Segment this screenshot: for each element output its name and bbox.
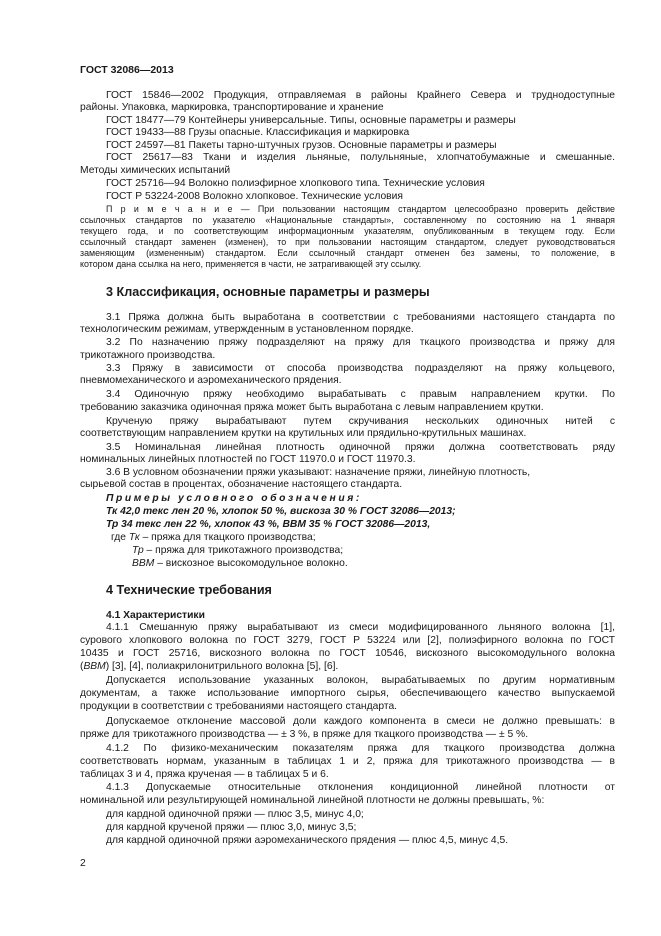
legend-abbr: Тк bbox=[128, 532, 140, 543]
text-fragment: ВВМ bbox=[83, 661, 106, 672]
reference-line: ГОСТ 19433—88 Грузы опасные. Классификация и маркировка bbox=[106, 127, 410, 138]
legend-desc: – пряжа для ткацкого производства; bbox=[139, 532, 316, 543]
paragraph-line: таблицах 3 и 4, пряжа крученая — в таблицах 5 и 6. bbox=[80, 769, 329, 780]
paragraph-line: сурового хлопкового волокна по ГОСТ 3279, ГОСТ Р 53224 или [2], полиэфирного волокна по ГОСТ bbox=[80, 635, 615, 646]
designation-example: Тр 34 текс лен 22 %, хлопок 43 %, ВВМ 35 % ГОСТ 32086—2013, bbox=[106, 519, 431, 530]
section-3-heading: 3 Классификация, основные параметры и размеры bbox=[106, 285, 430, 299]
paragraph-line: Допускается использование указанных волокон, вырабатываемых по другим нормативным bbox=[106, 675, 615, 686]
note-line: ссылочных стандартов по указателю «Национальные стандарты», составленному по состоянию на 1 января bbox=[80, 215, 615, 225]
text-fragment: ( bbox=[80, 661, 84, 672]
paragraph-line: пряже для трикотажного производства — ± 3 %, в пряже для ткацкого производства — ± 5 %. bbox=[80, 729, 529, 740]
reference-line: ГОСТ Р 53224-2008 Волокно хлопковое. Технические условия bbox=[106, 191, 403, 202]
paragraph-line: 3.2 По назначению пряжу подразделяют на пряжу для ткацкого производства и пряжу для bbox=[106, 337, 615, 348]
paragraph-line: 3.3 Пряжу в зависимости от способа производства подразделяют на пряжу кольцевого, bbox=[106, 363, 615, 374]
examples-label: Примеры условного обозначения: bbox=[106, 493, 362, 504]
paragraph-line: продукции в соответствии с требованиями настоящего стандарта. bbox=[80, 701, 398, 712]
text-fragment: ) [3], [4], полиакрилонитрильного волокна [5], [6]. bbox=[105, 661, 339, 672]
reference-line: ГОСТ 24597—81 Пакеты тарно-штучных грузов. Основные параметры и размеры bbox=[106, 140, 497, 151]
tolerance-line: для кардной одиночной пряжи аэромеханического прядения — плюс 4,5, минус 4,5. bbox=[106, 835, 509, 846]
paragraph-line: соответствующим направлением крутки на крутильных или прядильно-крутильных машинах. bbox=[80, 428, 527, 439]
paragraph-line: трикотажного производства. bbox=[80, 350, 216, 361]
legend-desc: – пряжа для трикотажного производства; bbox=[143, 545, 344, 556]
reference-line: районы. Упаковка, маркировка, транспортирование и хранение bbox=[80, 102, 384, 113]
paragraph-line: Крученую пряжу вырабатывают путем скручивания нескольких одиночных нитей с bbox=[106, 416, 615, 427]
legend-line bbox=[80, 532, 615, 544]
paragraph-line bbox=[80, 661, 615, 673]
legend-abbr: Тр bbox=[132, 545, 144, 556]
subsection-heading: 4.1 Характеристики bbox=[106, 610, 205, 621]
designation-example: Тк 42,0 текс лен 20 %, хлопок 50 %, вискоза 30 % ГОСТ 32086—2013; bbox=[106, 506, 456, 517]
tolerance-line: для кардной одиночной пряжи — плюс 3,5, минус 4,0; bbox=[106, 809, 364, 820]
tolerance-line: для кардной крученой пряжи — плюс 3,0, минус 3,5; bbox=[106, 822, 357, 833]
paragraph-line: документам, а также использование импортного сырья, обеспечивающего качество выпускаемой bbox=[80, 688, 615, 699]
paragraph-line: соответствовать нормам, указанным в таблицах 1 и 2, пряжа для трикотажного производства — в bbox=[80, 756, 615, 767]
paragraph-line: требованию заказчика одиночная пряжа может быть выработана с левым направлением крутки. bbox=[80, 402, 544, 413]
note-line: ссылочный стандарт заменен (изменен), то при пользовании настоящим стандартом, следует руководствоваться bbox=[80, 237, 615, 247]
page-number: 2 bbox=[80, 858, 86, 869]
paragraph-line: номинальной или результирующей номинальной линейной плотности не должны превышать, %: bbox=[80, 795, 545, 806]
paragraph-line: номинальных линейных плотностей по ГОСТ 11970.0 и ГОСТ 11970.3. bbox=[80, 454, 416, 465]
reference-line: ГОСТ 18477—79 Контейнеры универсальные. Типы, основные параметры и размеры bbox=[106, 115, 516, 126]
legend-where: где bbox=[111, 532, 127, 543]
paragraph-line: 3.1 Пряжа должна быть выработана в соответствии с требованиями настоящего стандарта по bbox=[106, 312, 615, 323]
paragraph-line: 4.1.2 По физико-механическим показателям пряжа для ткацкого производства должна bbox=[106, 743, 615, 754]
legend-abbr: ВВМ bbox=[132, 558, 155, 569]
paragraph-line: технологическим режимам, утвержденным в установленном порядке. bbox=[80, 324, 414, 335]
note-line: заменяющим (измененным) стандартом. Если ссылочный стандарт отменен без замены, то положение, в bbox=[80, 248, 615, 258]
legend-line bbox=[80, 558, 615, 570]
reference-line: ГОСТ 25617—83 Ткани и изделия льняные, полульняные, хлопчатобумажные и смешанные. bbox=[106, 152, 615, 163]
paragraph-line: 3.6 В условном обозначении пряжи указывают: назначение пряжи, линейную плотность, bbox=[106, 467, 531, 478]
note-line: котором дана ссылка на него, применяется в части, не затрагивающей эту ссылку. bbox=[80, 259, 422, 269]
paragraph-line: 10435 и ГОСТ 25716, вискозного волокна по ГОСТ 10546, вискозного высокомодульного волокна bbox=[80, 648, 615, 659]
paragraph-line: пневмомеханического и аэромеханического прядения. bbox=[80, 375, 342, 386]
note-text: При пользовании настоящим стандартом целесообразно проверить действие bbox=[257, 204, 615, 214]
paragraph-line: сырьевой состав в процентах, обозначение настоящего стандарта. bbox=[80, 479, 403, 490]
paragraph-line: 3.4 Одиночную пряжу необходимо вырабатывать с правым направлением крутки. По bbox=[106, 389, 615, 400]
document-header: ГОСТ 32086—2013 bbox=[80, 64, 174, 76]
paragraph-line: 4.1.1 Смешанную пряжу вырабатывают из смеси модифицированного льняного волокна [1], bbox=[106, 622, 615, 633]
note-label: П р и м е ч а н и е — bbox=[106, 204, 250, 214]
paragraph-line: 4.1.3 Допускаемые относительные отклонения кондиционной линейной плотности от bbox=[106, 782, 615, 793]
legend-line bbox=[80, 545, 615, 557]
note-line: текущего года, и по соответствующим информационным указателям, опубликованным в текущем году. Если bbox=[80, 226, 615, 236]
paragraph-line: Допускаемое отклонение массовой доли каждого компонента в смеси не должно превышать: в bbox=[106, 716, 615, 727]
section-4-heading: 4 Технические требования bbox=[106, 583, 272, 597]
note-line bbox=[80, 204, 615, 215]
reference-line: ГОСТ 15846—2002 Продукция, отправляемая в районы Крайнего Севера и труднодоступные bbox=[106, 90, 615, 101]
reference-line: Методы химических испытаний bbox=[80, 165, 231, 176]
legend-desc: – вискозное высокомодульное волокно. bbox=[154, 558, 348, 569]
paragraph-line: 3.5 Номинальная линейная плотность одиночной пряжи должна соответствовать ряду bbox=[106, 442, 615, 453]
reference-line: ГОСТ 25716—94 Волокно полиэфирное хлопкового типа. Технические условия bbox=[106, 178, 485, 189]
